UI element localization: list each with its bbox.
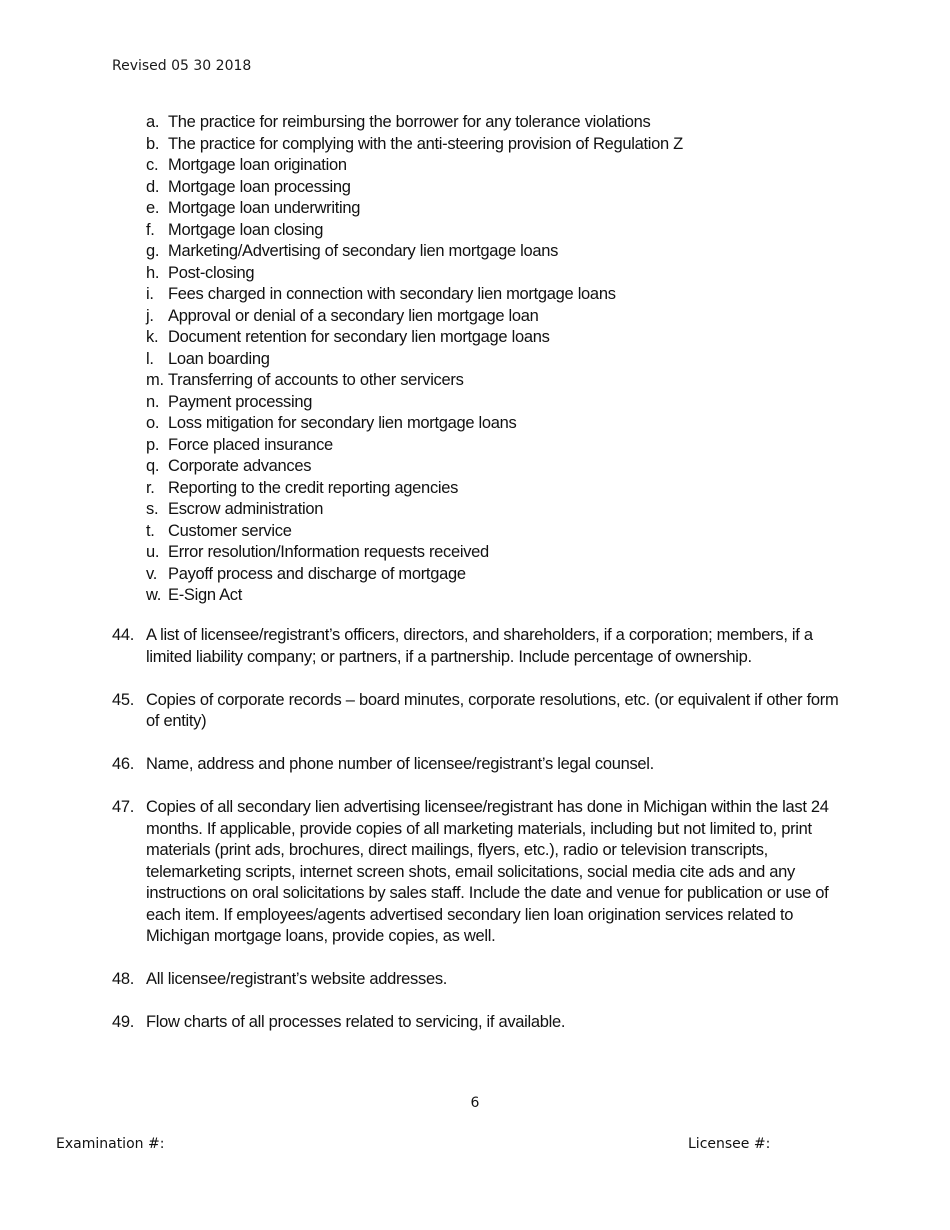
list-item-letter: v. — [146, 564, 158, 583]
list-item — [146, 542, 866, 564]
numbered-item-number: 47. — [112, 798, 135, 816]
list-item-letter: e. — [146, 199, 160, 217]
list-item — [146, 478, 866, 500]
numbered-item-text: Flow charts of all processes related to servicing, if available. — [146, 1013, 566, 1031]
list-item-text: Approval or denial of a secondary lien mortgage loan — [168, 306, 539, 325]
numbered-item — [112, 797, 842, 948]
list-item-text: The practice for complying with the anti-steering provision of Regulation Z — [168, 134, 683, 153]
list-item-text: Escrow administration — [168, 500, 324, 518]
list-item — [146, 499, 866, 521]
list-item — [146, 306, 866, 328]
list-item — [146, 220, 866, 242]
list-item-text: Payoff process and discharge of mortgage — [168, 564, 466, 583]
list-item-letter: m. — [146, 371, 164, 389]
list-item-letter: o. — [146, 414, 160, 432]
numbered-item-text: Copies of all secondary lien advertising licensee/registrant has done in Michigan within the last 24 months. If applicable, provide copies of all marketing materials, including but not limited to, print materials (print ads, brochures, direct mailings, flyers, etc.), radio or television transcripts, telemarketing scripts, internet screen shots, email solicitations, social media cite ads and any instructions on oral solicitations by sales staff. Include the date and venue for publication or use of each item. If employees/agents advertised secondary lien loan origination services related to Michigan mortgage loans, provide copies, as well. — [146, 798, 829, 945]
list-item-letter: w. — [146, 586, 161, 604]
list-item-letter: a. — [146, 113, 160, 131]
list-item-text: Customer service — [168, 521, 292, 540]
list-item-text: E-Sign Act — [168, 586, 243, 604]
list-item — [146, 349, 866, 371]
list-item-letter: p. — [146, 435, 160, 454]
list-item-text: Fees charged in connection with secondary lien mortgage loans — [168, 285, 616, 303]
list-item — [146, 263, 866, 285]
list-item-letter: i. — [146, 285, 154, 303]
numbered-item-text: A list of licensee/registrant’s officers, directors, and shareholders, if a corporation; members, if a limited liability company; or partners, if a partnership. Include percentage of ownership. — [146, 626, 813, 666]
list-item-letter: c. — [146, 156, 159, 174]
list-item — [146, 284, 866, 306]
licensee-number-label: Licensee #: — [688, 1136, 771, 1152]
list-item-letter: d. — [146, 177, 160, 196]
list-item-text: Force placed insurance — [168, 435, 333, 454]
list-item-text: Error resolution/Information requests received — [168, 543, 489, 561]
list-item-letter: b. — [146, 134, 160, 153]
page-number: 6 — [470, 1095, 480, 1111]
numbered-item-number: 49. — [112, 1013, 135, 1031]
numbered-item-number: 48. — [112, 970, 135, 988]
list-item — [146, 112, 866, 134]
list-item — [146, 435, 866, 457]
list-item — [146, 585, 866, 607]
list-item-text: Marketing/Advertising of secondary lien mortgage loans — [168, 242, 559, 260]
list-item — [146, 241, 866, 263]
list-item-text: Post-closing — [168, 263, 255, 282]
list-item-text: Document retention for secondary lien mortgage loans — [168, 328, 550, 346]
list-item-text: Mortgage loan underwriting — [168, 199, 361, 217]
numbered-item-text: All licensee/registrant’s website addresses. — [146, 970, 448, 988]
list-item — [146, 392, 866, 414]
list-item-letter: s. — [146, 500, 159, 518]
list-item-letter: h. — [146, 263, 160, 282]
list-item-text: The practice for reimbursing the borrower for any tolerance violations — [168, 113, 651, 131]
list-item-letter: t. — [146, 521, 155, 540]
numbered-item-number: 44. — [112, 626, 135, 644]
numbered-item-number: 45. — [112, 690, 135, 709]
numbered-item — [112, 1012, 842, 1034]
list-item-text: Reporting to the credit reporting agencies — [168, 478, 459, 497]
list-item-text: Mortgage loan processing — [168, 177, 351, 196]
list-item-letter: q. — [146, 457, 160, 475]
list-item — [146, 413, 866, 435]
list-item-text: Mortgage loan origination — [168, 156, 347, 174]
list-item — [146, 198, 866, 220]
servicing-topics-list — [146, 112, 866, 607]
list-item-letter: g. — [146, 242, 160, 260]
numbered-item — [112, 969, 842, 991]
list-item-text: Corporate advances — [168, 457, 312, 475]
examination-number-label: Examination #: — [56, 1136, 165, 1152]
list-item — [146, 521, 866, 543]
list-item-letter: n. — [146, 392, 160, 411]
numbered-item-number: 46. — [112, 755, 135, 773]
list-item-letter: k. — [146, 328, 159, 346]
numbered-item-text: Copies of corporate records – board minutes, corporate resolutions, etc. (or equivalent if other form of entity) — [146, 690, 839, 730]
list-item-letter: r. — [146, 478, 155, 497]
list-item — [146, 370, 866, 392]
numbered-item — [112, 625, 842, 668]
numbered-item — [112, 690, 842, 733]
list-item-text: Payment processing — [168, 392, 313, 411]
list-item — [146, 177, 866, 199]
document-request-list — [112, 625, 842, 1055]
list-item-letter: j. — [146, 306, 154, 325]
list-item-text: Mortgage loan closing — [168, 220, 324, 239]
list-item-text: Loan boarding — [168, 349, 270, 368]
revision-date: Revised 05 30 2018 — [112, 58, 252, 74]
list-item — [146, 456, 866, 478]
numbered-item — [112, 754, 842, 776]
list-item — [146, 134, 866, 156]
list-item-text: Loss mitigation for secondary lien mortgage loans — [168, 414, 517, 432]
list-item-letter: u. — [146, 543, 160, 561]
numbered-item-text: Name, address and phone number of licensee/registrant’s legal counsel. — [146, 755, 654, 773]
list-item-letter: l. — [146, 349, 154, 368]
list-item-text: Transferring of accounts to other servicers — [168, 371, 464, 389]
list-item — [146, 155, 866, 177]
list-item — [146, 564, 866, 586]
list-item — [146, 327, 866, 349]
list-item-letter: f. — [146, 220, 155, 239]
